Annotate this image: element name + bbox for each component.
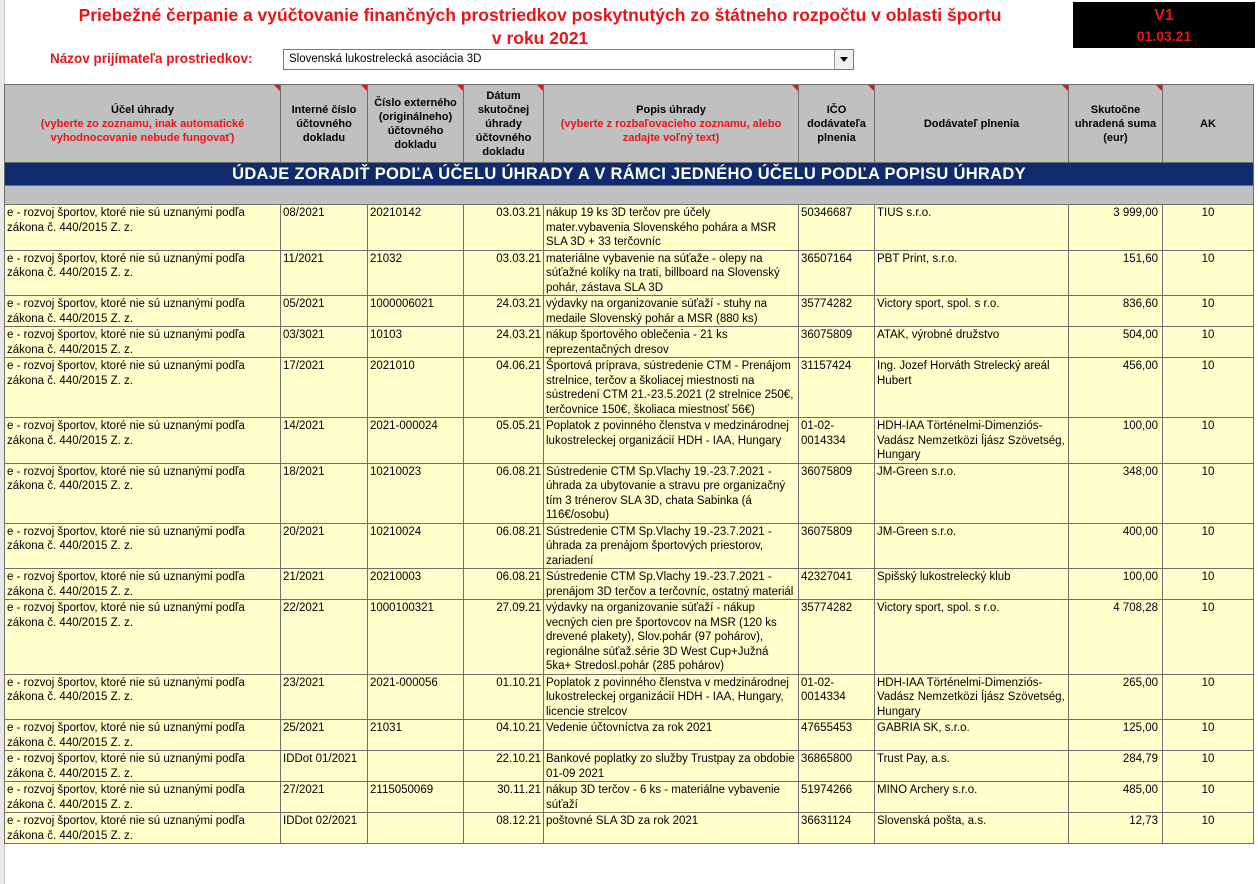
cell-suma[interactable]: 504,00 [1069, 327, 1163, 358]
cell-ucel[interactable]: e - rozvoj športov, ktoré nie sú uznanými podľa zákona č. 440/2015 Z. z. [5, 720, 281, 751]
cell-datum[interactable]: 04.10.21 [464, 720, 544, 751]
cell-ucel[interactable]: e - rozvoj športov, ktoré nie sú uznanými podľa zákona č. 440/2015 Z. z. [5, 523, 281, 569]
version-box [1073, 2, 1255, 48]
cell-ak[interactable]: 10 [1163, 782, 1254, 813]
cell-ico[interactable]: 36075809 [799, 327, 875, 358]
cell-interne[interactable]: 17/2021 [281, 358, 368, 418]
cell-suma[interactable]: 125,00 [1069, 720, 1163, 751]
cell-ico[interactable]: 01-02-0014334 [799, 674, 875, 720]
col-popis-label: Popis úhrady [636, 103, 706, 116]
cell-ak[interactable]: 10 [1163, 720, 1254, 751]
cell-suma[interactable]: 836,60 [1069, 296, 1163, 327]
cell-dodavatel[interactable]: MINO Archery s.r.o. [875, 782, 1069, 813]
col-datum-label: Dátum skutočnej úhrady účtovného dokladu [475, 89, 532, 158]
version-date: 01.03.21 [1136, 28, 1192, 44]
cell-suma[interactable]: 400,00 [1069, 523, 1163, 569]
cell-popis[interactable]: Vedenie účtovníctva za rok 2021 [544, 720, 799, 751]
table-row [5, 720, 1254, 751]
cell-dodavatel[interactable]: JM-Green s.r.o. [875, 523, 1069, 569]
cell-ico[interactable]: 35774282 [799, 296, 875, 327]
cell-ak[interactable]: 10 [1163, 569, 1254, 600]
cell-ak[interactable]: 10 [1163, 418, 1254, 464]
cell-popis[interactable]: nákup športového oblečenia - 21 ks reprezentačných dresov [544, 327, 799, 358]
cell-ucel[interactable]: e - rozvoj športov, ktoré nie sú uznanými podľa zákona č. 440/2015 Z. z. [5, 569, 281, 600]
cell-popis[interactable]: materiálne vybavenie na súťaže - olepy na súťažné kolíky na trati, billboard na Slovenský pohár, zástava SLA 3D [544, 250, 799, 296]
table-row [5, 205, 1254, 251]
comment-marker-icon[interactable] [1156, 85, 1162, 91]
cell-ico[interactable]: 31157424 [799, 358, 875, 418]
cell-datum[interactable]: 22.10.21 [464, 751, 544, 782]
cell-ico[interactable]: 35774282 [799, 600, 875, 675]
cell-datum[interactable]: 06.08.21 [464, 463, 544, 523]
cell-datum[interactable]: 03.03.21 [464, 250, 544, 296]
cell-suma[interactable]: 4 708,28 [1069, 600, 1163, 675]
cell-dodavatel[interactable]: Victory sport, spol. s r.o. [875, 600, 1069, 675]
cell-suma[interactable]: 12,73 [1069, 813, 1163, 844]
cell-ico[interactable]: 36631124 [799, 813, 875, 844]
col-interne[interactable] [281, 85, 368, 163]
table-row [5, 751, 1254, 782]
cell-externe[interactable]: 20210003 [368, 569, 464, 600]
cell-interne[interactable]: 21/2021 [281, 569, 368, 600]
cell-externe[interactable]: 10210023 [368, 463, 464, 523]
table-row [5, 250, 1254, 296]
cell-ico[interactable]: 47655453 [799, 720, 875, 751]
cell-ico[interactable]: 36507164 [799, 250, 875, 296]
cell-ucel[interactable]: e - rozvoj športov, ktoré nie sú uznanými podľa zákona č. 440/2015 Z. z. [5, 418, 281, 464]
table-row [5, 358, 1254, 418]
cell-datum[interactable]: 01.10.21 [464, 674, 544, 720]
cell-datum[interactable]: 04.06.21 [464, 358, 544, 418]
col-ucel-label: Účel úhrady [111, 103, 174, 116]
cell-dodavatel[interactable]: GABRIA SK, s.r.o. [875, 720, 1069, 751]
cell-ucel[interactable]: e - rozvoj športov, ktoré nie sú uznanými podľa zákona č. 440/2015 Z. z. [5, 250, 281, 296]
cell-datum[interactable]: 06.08.21 [464, 569, 544, 600]
col-ak[interactable] [1163, 85, 1254, 163]
cell-ucel[interactable]: e - rozvoj športov, ktoré nie sú uznanými podľa zákona č. 440/2015 Z. z. [5, 296, 281, 327]
col-ak-label: AK [1200, 117, 1216, 130]
col-ico-label: IČO dodávateľa plnenia [807, 103, 866, 144]
cell-suma[interactable]: 151,60 [1069, 250, 1163, 296]
col-datum[interactable] [464, 85, 544, 163]
table-row [5, 813, 1254, 844]
cell-externe[interactable]: 2021-000056 [368, 674, 464, 720]
cell-ak[interactable]: 10 [1163, 463, 1254, 523]
table-row [5, 296, 1254, 327]
col-suma[interactable] [1069, 85, 1163, 163]
cell-dodavatel[interactable]: Victory sport, spol. s r.o. [875, 296, 1069, 327]
cell-interne[interactable]: 23/2021 [281, 674, 368, 720]
col-popis-note: (vyberte z rozbaľovacieho zoznamu, alebo zadajte voľný text) [560, 117, 782, 144]
cell-dodavatel[interactable]: JM-Green s.r.o. [875, 463, 1069, 523]
cell-interne[interactable]: 22/2021 [281, 600, 368, 675]
recipient-label: Názov prijímateľa prostriedkov: [50, 51, 253, 66]
cell-ak[interactable]: 10 [1163, 358, 1254, 418]
cell-ucel[interactable]: e - rozvoj športov, ktoré nie sú uznanými podľa zákona č. 440/2015 Z. z. [5, 327, 281, 358]
spacer-row [5, 186, 1254, 205]
cell-interne[interactable]: 18/2021 [281, 463, 368, 523]
cell-datum[interactable]: 05.05.21 [464, 418, 544, 464]
col-ico[interactable] [799, 85, 875, 163]
cell-ucel[interactable]: e - rozvoj športov, ktoré nie sú uznanými podľa zákona č. 440/2015 Z. z. [5, 358, 281, 418]
title-line-1: Priebežné čerpanie a vyúčtovanie finančných prostriedkov poskytnutých zo štátneho rozpočtu v oblasti športu [78, 5, 1002, 25]
comment-marker-icon[interactable] [274, 85, 280, 91]
cell-suma[interactable]: 100,00 [1069, 418, 1163, 464]
cell-ucel[interactable]: e - rozvoj športov, ktoré nie sú uznanými podľa zákona č. 440/2015 Z. z. [5, 674, 281, 720]
cell-suma[interactable]: 265,00 [1069, 674, 1163, 720]
cell-dodavatel[interactable]: HDH-IAA Történelmi-Dimenziós-Vadász Nemzetközi Íjász Szövetség, Hungary [875, 418, 1069, 464]
cell-suma[interactable]: 100,00 [1069, 569, 1163, 600]
cell-externe[interactable]: 2021-000024 [368, 418, 464, 464]
cell-popis[interactable]: poštovné SLA 3D za rok 2021 [544, 813, 799, 844]
sheet-title [30, 4, 1050, 50]
banner-row [5, 163, 1254, 186]
cell-interne[interactable]: 03/3021 [281, 327, 368, 358]
cell-externe[interactable]: 1000006021 [368, 296, 464, 327]
cell-externe[interactable]: 10103 [368, 327, 464, 358]
cell-externe[interactable]: 2021010 [368, 358, 464, 418]
cell-popis[interactable]: výdavky na organizovanie súťaží - stuhy na medaile Slovenský pohár a MSR (880 ks) [544, 296, 799, 327]
table-row [5, 523, 1254, 569]
cell-popis[interactable]: Športová príprava, sústredenie CTM - Prenájom strelnice, terčov a školiacej miestnosti na sústredení CTM 21.-23.5.2021 (2 strelnice 250€, terčovnice 150€, školiaca miestnosť 56€) [544, 358, 799, 418]
cell-suma[interactable]: 284,79 [1069, 751, 1163, 782]
cell-popis[interactable]: Poplatok z povinného členstva v medzinárodnej lukostreleckej organizácií HDH - IAA, Hungary, licencie strelcov [544, 674, 799, 720]
cell-externe[interactable]: 2115050069 [368, 782, 464, 813]
cell-dodavatel[interactable]: HDH-IAA Történelmi-Dimenziós-Vadász Nemzetközi Íjász Szövetség, Hungary [875, 674, 1069, 720]
cell-interne[interactable]: IDDot 01/2021 [281, 751, 368, 782]
cell-externe[interactable]: 20210142 [368, 205, 464, 251]
cell-datum[interactable]: 30.11.21 [464, 782, 544, 813]
cell-interne[interactable]: 05/2021 [281, 296, 368, 327]
cell-datum[interactable]: 24.03.21 [464, 327, 544, 358]
col-interne-label: Interné číslo účtovného dokladu [291, 103, 357, 144]
recipient-value: Slovenská lukostrelecká asociácia 3D [289, 53, 482, 65]
comment-marker-icon[interactable] [457, 85, 463, 91]
cell-interne[interactable]: 20/2021 [281, 523, 368, 569]
cell-popis[interactable]: Sústredenie CTM Sp.Vlachy 19.-23.7.2021 - úhrada za ubytovanie a stravu pre organizačný tím 3 trénerov SLA 3D, chata Sabinka (á 116€/osobu) [544, 463, 799, 523]
cell-popis[interactable]: Poplatok z povinného členstva v medzinárodnej lukostreleckej organizácií HDH - IAA, Hungary [544, 418, 799, 464]
cell-ico[interactable]: 51974266 [799, 782, 875, 813]
cell-externe[interactable] [368, 751, 464, 782]
cell-ak[interactable]: 10 [1163, 327, 1254, 358]
col-ucel[interactable] [5, 85, 281, 163]
col-suma-label: Skutočne uhradená suma (eur) [1074, 103, 1157, 144]
header-row [5, 85, 1254, 163]
cell-datum[interactable]: 06.08.21 [464, 523, 544, 569]
cell-interne[interactable]: 14/2021 [281, 418, 368, 464]
cell-ucel[interactable]: e - rozvoj športov, ktoré nie sú uznanými podľa zákona č. 440/2015 Z. z. [5, 600, 281, 675]
cell-ak[interactable]: 10 [1163, 250, 1254, 296]
cell-ucel[interactable]: e - rozvoj športov, ktoré nie sú uznanými podľa zákona č. 440/2015 Z. z. [5, 813, 281, 844]
comment-marker-icon[interactable] [361, 85, 367, 91]
cell-popis[interactable]: nákup 3D terčov - 6 ks - materiálne vybavenie súťaží [544, 782, 799, 813]
cell-dodavatel[interactable]: ATAK, výrobné družstvo [875, 327, 1069, 358]
cell-ak[interactable]: 10 [1163, 813, 1254, 844]
cell-ucel[interactable]: e - rozvoj športov, ktoré nie sú uznanými podľa zákona č. 440/2015 Z. z. [5, 205, 281, 251]
col-dodavatel[interactable] [875, 85, 1069, 163]
cell-popis[interactable]: výdavky na organizovanie súťaží - nákup vecných cien pre športovcov na MSR (120 ks drevené plakety), Slov.pohár (97 pohárov), regionálne súťaž.série 3D West Cup+Južná 5ka+ Stredosl.pohár (285 pohárov) [544, 600, 799, 675]
cell-externe[interactable]: 1000100321 [368, 600, 464, 675]
comment-marker-icon[interactable] [537, 85, 543, 91]
cell-ucel[interactable]: e - rozvoj športov, ktoré nie sú uznanými podľa zákona č. 440/2015 Z. z. [5, 782, 281, 813]
version-label: V1 [1154, 7, 1174, 24]
cell-suma[interactable]: 485,00 [1069, 782, 1163, 813]
table-row [5, 569, 1254, 600]
col-ucel-note: (vyberte zo zoznamu, inak automatické vyhodnocovanie nebude fungovať) [40, 117, 245, 144]
cell-externe[interactable]: 21032 [368, 250, 464, 296]
cell-ak[interactable]: 10 [1163, 205, 1254, 251]
cell-ico[interactable]: 36865800 [799, 751, 875, 782]
cell-ico[interactable]: 50346687 [799, 205, 875, 251]
recipient-dropdown[interactable] [283, 49, 854, 70]
cell-suma[interactable]: 456,00 [1069, 358, 1163, 418]
table-row [5, 600, 1254, 675]
table-row [5, 327, 1254, 358]
cell-dodavatel[interactable]: Slovenská pošta, a.s. [875, 813, 1069, 844]
comment-marker-icon[interactable] [792, 85, 798, 91]
cell-suma[interactable]: 348,00 [1069, 463, 1163, 523]
cell-datum[interactable]: 24.03.21 [464, 296, 544, 327]
spacer-cell [5, 186, 1254, 205]
comment-marker-icon[interactable] [1062, 85, 1068, 91]
cell-datum[interactable]: 08.12.21 [464, 813, 544, 844]
cell-externe[interactable]: 10210024 [368, 523, 464, 569]
cell-popis[interactable]: Bankové poplatky zo služby Trustpay za obdobie 01-09 2021 [544, 751, 799, 782]
cell-popis[interactable]: Sústredenie CTM Sp.Vlachy 19.-23.7.2021 - prenájom 3D terčov a terčovníc, ostatný materiál [544, 569, 799, 600]
cell-ico[interactable]: 01-02-0014334 [799, 418, 875, 464]
payments-table [4, 84, 1254, 844]
cell-ico[interactable]: 42327041 [799, 569, 875, 600]
col-externe-label: Číslo externého (originálneho) účtovného dokladu [374, 96, 457, 151]
cell-popis[interactable]: nákup 19 ks 3D terčov pre účely mater.vybavenia Slovenského pohára a MSR SLA 3D + 33 terčovníc [544, 205, 799, 251]
cell-dodavatel[interactable]: Trust Pay, a.s. [875, 751, 1069, 782]
cell-interne[interactable]: IDDot 02/2021 [281, 813, 368, 844]
col-dodavatel-label: Dodávateľ plnenia [923, 117, 1020, 130]
cell-ak[interactable]: 10 [1163, 600, 1254, 675]
cell-dodavatel[interactable]: Ing. Jozef Horváth Strelecký areál Hubert [875, 358, 1069, 418]
cell-interne[interactable]: 25/2021 [281, 720, 368, 751]
cell-ucel[interactable]: e - rozvoj športov, ktoré nie sú uznanými podľa zákona č. 440/2015 Z. z. [5, 463, 281, 523]
table-row [5, 782, 1254, 813]
cell-externe[interactable]: 21031 [368, 720, 464, 751]
comment-marker-icon[interactable] [868, 85, 874, 91]
cell-externe[interactable] [368, 813, 464, 844]
cell-ak[interactable]: 10 [1163, 296, 1254, 327]
cell-dodavatel[interactable]: Spišský lukostrelecký klub [875, 569, 1069, 600]
cell-datum[interactable]: 03.03.21 [464, 205, 544, 251]
cell-ak[interactable]: 10 [1163, 523, 1254, 569]
table-row [5, 674, 1254, 720]
cell-ico[interactable]: 36075809 [799, 463, 875, 523]
title-line-2: v roku 2021 [491, 28, 589, 48]
cell-interne[interactable]: 27/2021 [281, 782, 368, 813]
cell-popis[interactable]: Sústredenie CTM Sp.Vlachy 19.-23.7.2021 - úhrada za prenájom športových priestorov, zariadení [544, 523, 799, 569]
cell-interne[interactable]: 11/2021 [281, 250, 368, 296]
col-popis[interactable] [544, 85, 799, 163]
cell-suma[interactable]: 3 999,00 [1069, 205, 1163, 251]
sort-instruction-banner: ÚDAJE ZORADIŤ PODĽA ÚČELU ÚHRADY A V RÁMCI JEDNÉHO ÚČELU PODĽA POPISU ÚHRADY [5, 163, 1254, 186]
table-row [5, 463, 1254, 523]
cell-datum[interactable]: 27.09.21 [464, 600, 544, 675]
cell-dodavatel[interactable]: TIUS s.r.o. [875, 205, 1069, 251]
cell-ak[interactable]: 10 [1163, 751, 1254, 782]
table-row [5, 418, 1254, 464]
cell-ak[interactable]: 10 [1163, 674, 1254, 720]
cell-interne[interactable]: 08/2021 [281, 205, 368, 251]
col-externe[interactable] [368, 85, 464, 163]
cell-ucel[interactable]: e - rozvoj športov, ktoré nie sú uznanými podľa zákona č. 440/2015 Z. z. [5, 751, 281, 782]
chevron-down-icon[interactable] [834, 50, 853, 69]
cell-ico[interactable]: 36075809 [799, 523, 875, 569]
cell-dodavatel[interactable]: PBT Print, s.r.o. [875, 250, 1069, 296]
